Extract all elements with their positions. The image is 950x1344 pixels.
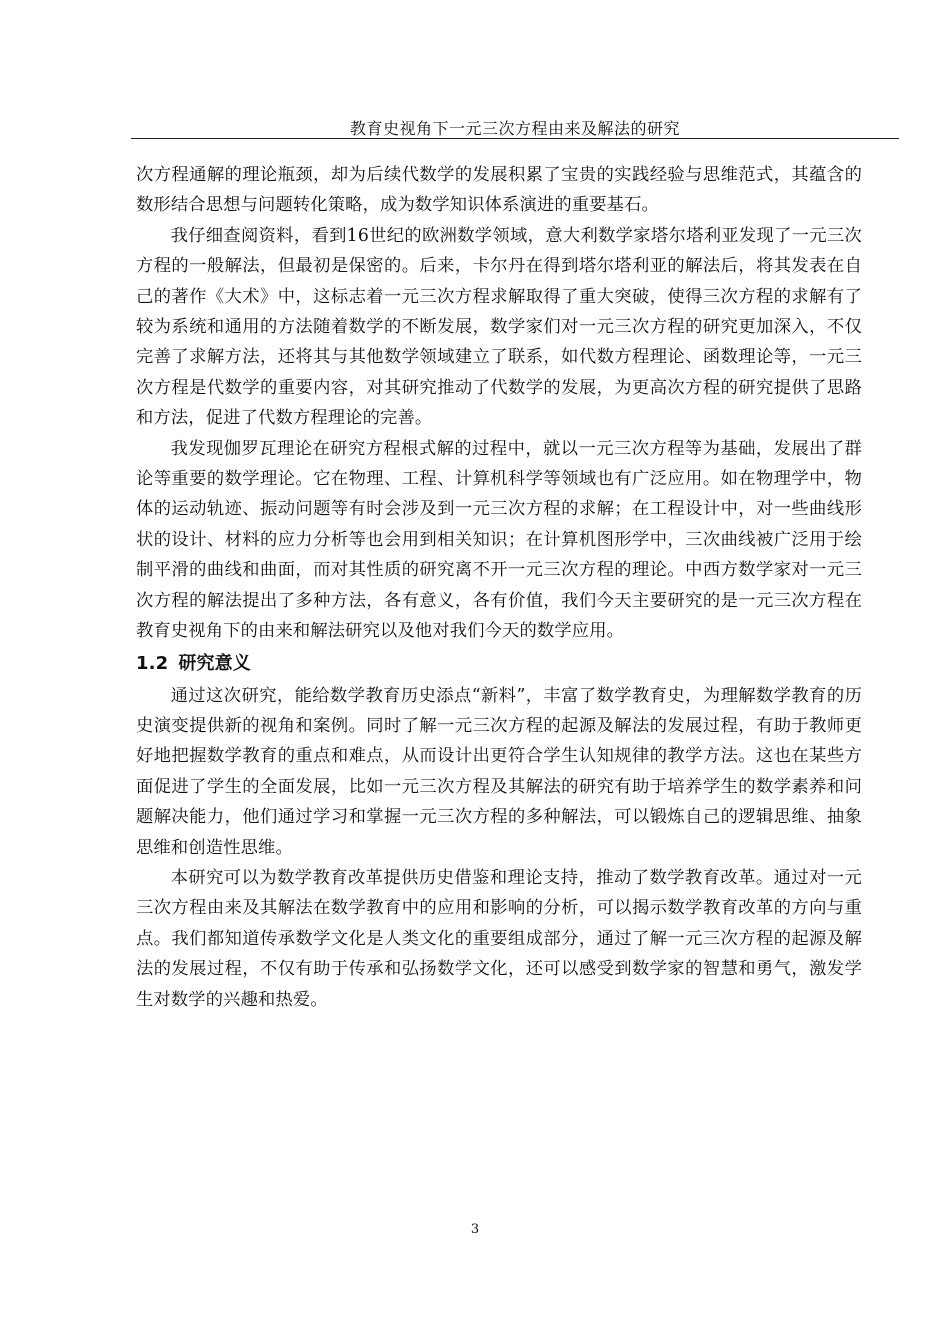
paragraph: 我发现伽罗瓦理论在研究方程根式解的过程中，就以一元三次方程等为基础，发展出了群论等重要的数学理论。它在物理、工程、计算机科学等领域也有广泛应用。如在物理学中，物体的运动轨迹、振动问题等有时会涉及到一元三次方程的求解；在工程设计中，对一些曲线形状的设计、材料的应力分析等也会用到相关知识；在计算机图形学中，三次曲线被广泛用于绘制平滑的曲线和曲面，而对其性质的研究离不开一元三次方程的理论。中西方数学家对一元三次方程的解法提出了多种方法，各有意义，各有价值，我们今天主要研究的是一元三次方程在教育史视角下的由来和解法研究以及他对我们今天的数学应用。 (136, 438, 862, 642)
running-header: 教育史视角下一元三次方程由来及解法的研究 (349, 119, 680, 138)
document-body (136, 160, 862, 1015)
paragraph: 次方程通解的理论瓶颈，却为后续代数学的发展积累了宝贵的实践经验与思维范式，其蕴含的数形结合思想与问题转化策略，成为数学知识体系演进的重要基石。 (136, 165, 862, 216)
section-title: 研究意义 (178, 652, 251, 674)
page-number: 3 (470, 1222, 480, 1237)
paragraph: 通过这次研究，能给数学教育历史添点“新料”，丰富了数学教育史，为理解数学教育的历史演变提供新的视角和案例。同时了解一元三次方程的起源及解法的发展过程，有助于教师更好地把握数学教育的重点和难点，从而设计出更符合学生认知规律的教学方法。这也在某些方面促进了学生的全面发展，比如一元三次方程及其解法的研究有助于培养学生的数学素养和问题解决能力，他们通过学习和掌握一元三次方程的多种解法，可以锻炼自己的逻辑思维、抽象思维和创造性思维。 (136, 685, 862, 858)
section-heading (136, 649, 862, 679)
header-rule (131, 138, 899, 139)
paragraph: 本研究可以为数学教育改革提供历史借鉴和理论支持，推动了数学教育改革。通过对一元三次方程由来及其解法在数学教育中的应用和影响的分析，可以揭示数学教育改革的方向与重点。我们都知道传承数学文化是人类文化的重要组成部分，通过了解一元三次方程的起源及解法的发展过程，不仅有助于传承和弘扬数学文化，还可以感受到数学家的智慧和勇气，激发学生对数学的兴趣和热爱。 (136, 867, 862, 1010)
paragraph: 我仔细查阅资料，看到16世纪的欧洲数学领域，意大利数学家塔尔塔利亚发现了一元三次方程的一般解法，但最初是保密的。后来，卡尔丹在得到塔尔塔利亚的解法后，将其发表在自己的著作《大术》中，这标志着一元三次方程求解取得了重大突破，使得三次方程的求解有了较为系统和通用的方法随着数学的不断发展，数学家们对一元三次方程的研究更加深入，不仅完善了求解方法，还将其与其他数学领域建立了联系，如代数方程理论、函数理论等，一元三次方程是代数学的重要内容，对其研究推动了代数学的发展，为更高次方程的研究提供了思路和方法，促进了代数方程理论的完善。 (136, 225, 862, 429)
section-number: 1.2 (136, 652, 169, 674)
